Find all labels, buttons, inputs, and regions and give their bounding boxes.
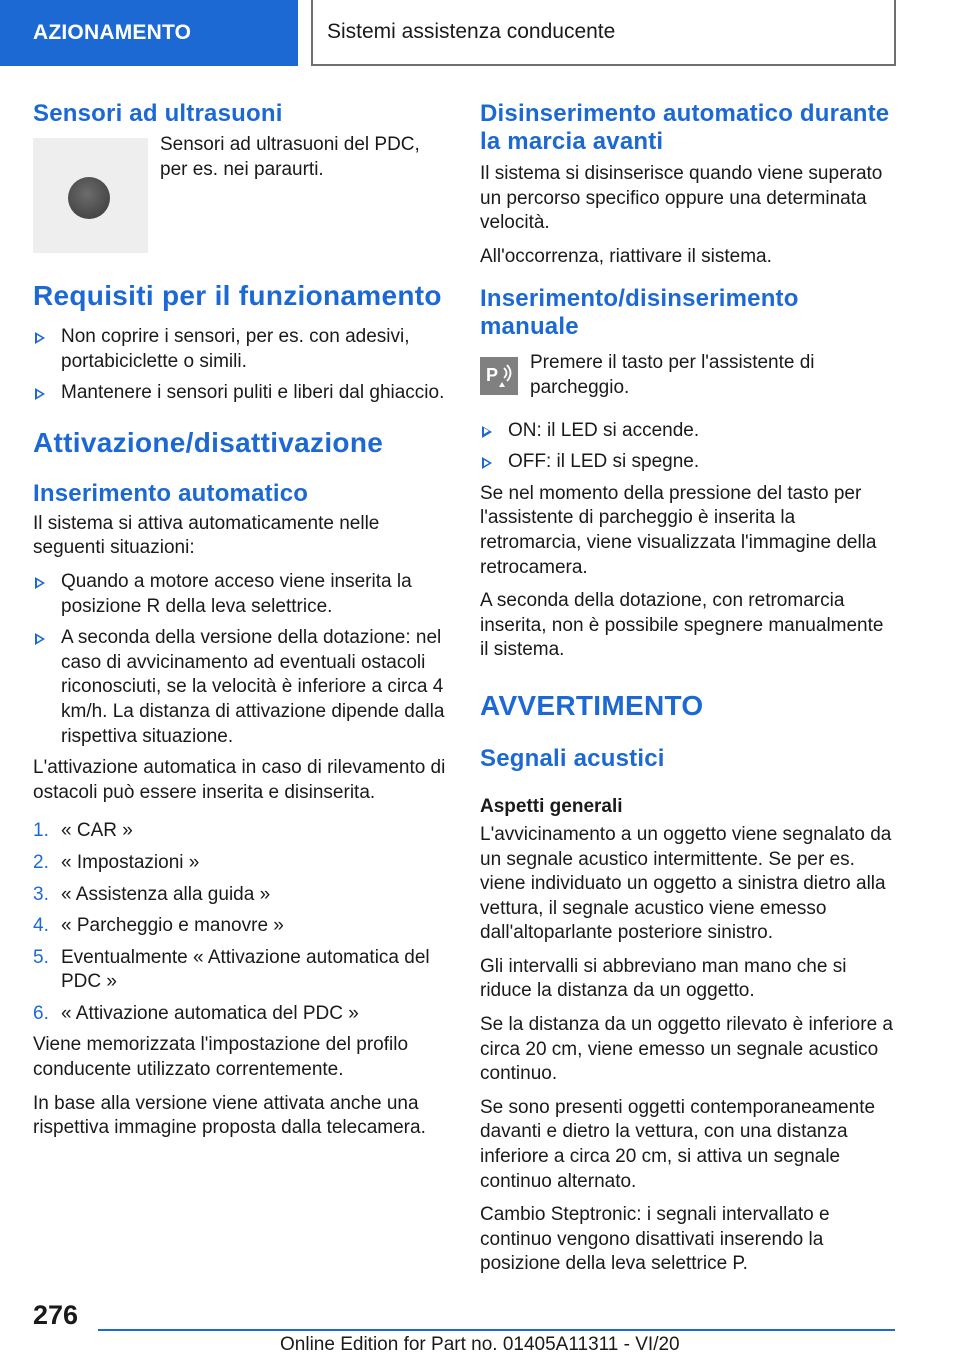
left-column — [33, 100, 447, 1150]
requirements-heading: Requisiti per il funzionamento — [33, 280, 442, 311]
activation-heading: Attivazione/disattivazione — [33, 426, 384, 458]
step-item: 5. Eventualmente « Attivazione automatica del PDC » — [33, 946, 430, 993]
step-item: 6. « Attivazione automatica del PDC » — [33, 1002, 359, 1024]
triangle-bullet-icon — [482, 426, 492, 438]
triangle-bullet-icon — [482, 457, 492, 469]
list-item: Quando a motore acceso viene inserita la posizione R della leva selettrice. — [33, 570, 447, 619]
auto-intro: Il sistema si attiva automaticamente nelle seguenti situazioni: — [33, 512, 380, 559]
footer-divider — [98, 1329, 895, 1331]
edition-label: Online Edition for Part no. 01405A11311 - VI/20 — [280, 1334, 680, 1355]
triangle-bullet-icon — [35, 388, 45, 400]
button-caption: Premere il tasto per l'assistente di parcheggio. — [530, 352, 815, 398]
chapter-tab: AZIONAMENTO — [0, 0, 298, 66]
requirements-list — [33, 325, 447, 406]
list-item: ON: il LED si accende. — [480, 419, 894, 444]
sensors-caption: Sensori ad ultrasuoni del PDC, per es. nei paraurti. — [160, 134, 420, 180]
sensor-figure — [33, 134, 447, 253]
profile-note: Viene memorizzata l'impostazione del profilo conducente utilizzato correntemente. — [33, 1034, 409, 1081]
acoustic-heading: Segnali acustici — [480, 744, 665, 772]
step-item: 3. « Assistenza alla guida » — [33, 883, 271, 905]
button-figure — [480, 352, 894, 400]
list-item: OFF: il LED si spegne. — [480, 450, 894, 475]
reactivate-text: All'occorrenza, riattivare il sistema. — [480, 245, 772, 267]
section-title: Sistemi assistenza conducente — [311, 0, 896, 66]
page-number: 276 — [33, 1300, 79, 1330]
triangle-bullet-icon — [35, 577, 45, 589]
parking-assistant-button-icon — [480, 357, 518, 395]
general-paragraph: Se sono presenti oggetti contemporaneamente davanti e dietro la vettura, con una distanza inferiore a circa 20 cm, si attiva un segnale continuo alternato. — [480, 1096, 876, 1192]
auto-off-heading: Disinserimento automatico durante la marcia avanti — [480, 100, 890, 155]
auto-off-text: Il sistema si disinserisce quando viene superato un percorso specifico oppure una determinata velocità. — [480, 163, 883, 234]
equipment-text: A seconda della dotazione, con retromarcia inserita, non è possibile spegnere manualmente il sistema. — [480, 590, 884, 661]
step-item: 1. « CAR » — [33, 820, 133, 842]
auto-activation-heading: Inserimento automatico — [33, 479, 309, 507]
page-header — [0, 0, 960, 66]
general-paragraph: Gli intervalli si abbreviano man mano che si riduce la distanza da un oggetto. — [480, 955, 847, 1002]
page-footer — [0, 1290, 960, 1362]
right-column — [480, 100, 894, 1286]
ultrasonic-sensor-image — [33, 138, 148, 253]
reverse-text: Se nel momento della pressione del tasto per l'assistente di parcheggio è inserita la retromarcia, viene visualizzata l'immagine della retrocamera. — [480, 482, 877, 578]
sensors-heading: Sensori ad ultrasuoni — [33, 100, 283, 127]
general-paragraph: L'avvicinamento a un oggetto viene segnalato da un segnale acustico intermittente. Se per es. viene individuato un oggetto a sinistra dietro alla vettura, il segnale acustico viene emesso dall'altoparlante posteriore sinistro. — [480, 823, 892, 944]
camera-note: In base alla versione viene attivata anche una rispettiva immagine proposta dalla telecamera. — [33, 1092, 426, 1139]
triangle-bullet-icon — [35, 633, 45, 645]
sensor-icon — [68, 177, 110, 219]
general-paragraph: Cambio Steptronic: i segnali intervallato e continuo vengono disattivati inserendo la posizione della leva selettrice P. — [480, 1204, 830, 1275]
list-item: Mantenere i sensori puliti e liberi dal ghiaccio. — [33, 381, 447, 406]
step-item: 2. « Impostazioni » — [33, 851, 200, 873]
step-item: 4. « Parcheggio e manovre » — [33, 915, 284, 937]
settings-steps — [33, 819, 447, 1026]
auto-note: L'attivazione automatica in caso di rilevamento di ostacoli può essere inserita e disinserita. — [33, 757, 446, 803]
svg-text:P: P — [486, 365, 499, 386]
list-item: Non coprire i sensori, per es. con adesivi, portabiciclette o simili. — [33, 325, 447, 374]
triangle-bullet-icon — [35, 332, 45, 344]
manual-heading: Inserimento/disinserimento manuale — [480, 285, 799, 341]
warning-heading: AVVERTIMENTO — [480, 689, 704, 721]
auto-activation-list — [33, 570, 447, 749]
general-heading: Aspetti generali — [480, 795, 623, 817]
list-item: A seconda della versione della dotazione: nel caso di avvicinamento ad eventuali ostacoli riconosciuti, se la velocità è inferiore a circa 4 km/h. La distanza di attivazione dipende dalla rispettiva situazione. — [33, 626, 447, 749]
manual-list — [480, 419, 894, 475]
general-paragraph: Se la distanza da un oggetto rilevato è inferiore a circa 20 cm, viene emesso un segnale acustico continuo. — [480, 1014, 893, 1085]
